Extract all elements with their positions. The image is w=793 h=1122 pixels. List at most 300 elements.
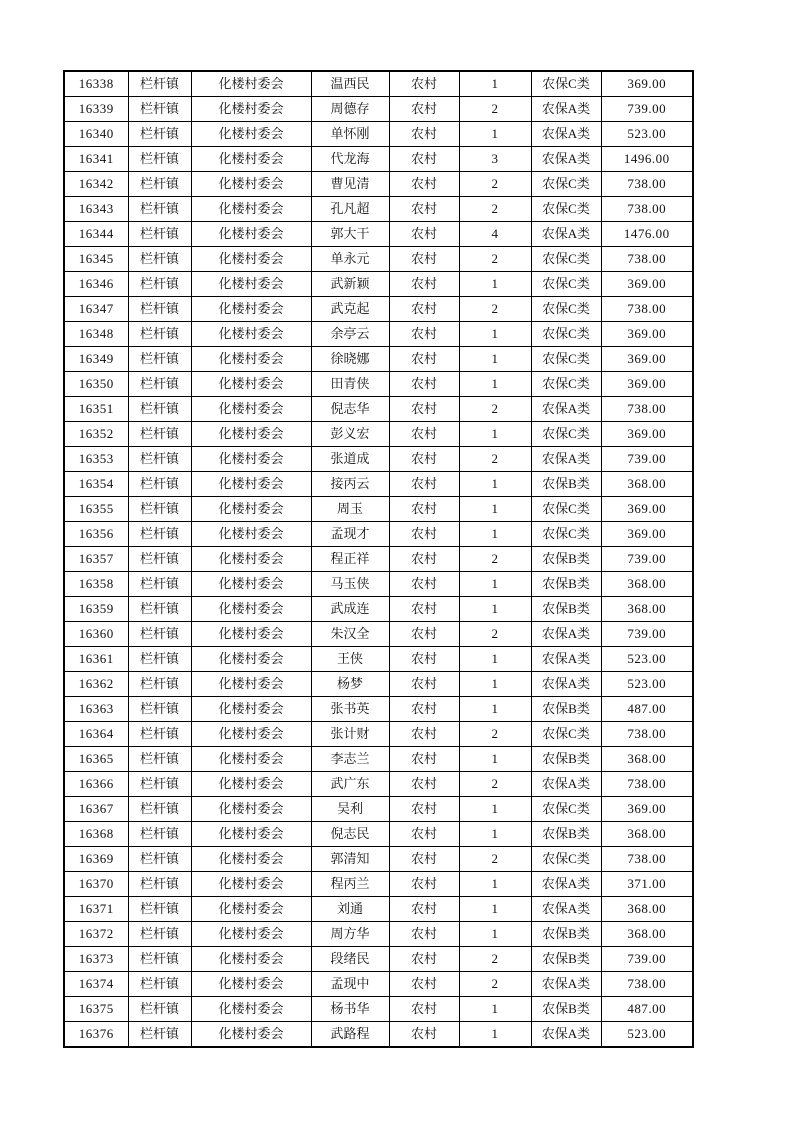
cell-town: 栏杆镇: [128, 822, 191, 847]
cell-insurance-class: 农保C类: [531, 172, 601, 197]
cell-town: 栏杆镇: [128, 797, 191, 822]
cell-village-committee: 化楼村委会: [191, 622, 311, 647]
cell-serial-number: 16360: [64, 622, 128, 647]
cell-amount: 739.00: [601, 947, 693, 972]
cell-residence-type: 农村: [389, 122, 459, 147]
cell-town: 栏杆镇: [128, 222, 191, 247]
cell-serial-number: 16345: [64, 247, 128, 272]
cell-person-name: 武新颖: [311, 272, 389, 297]
cell-village-committee: 化楼村委会: [191, 972, 311, 997]
cell-amount: 368.00: [601, 472, 693, 497]
cell-person-count: 1: [459, 597, 531, 622]
cell-person-count: 1: [459, 897, 531, 922]
cell-village-committee: 化楼村委会: [191, 847, 311, 872]
cell-residence-type: 农村: [389, 1022, 459, 1048]
cell-person-name: 武路程: [311, 1022, 389, 1048]
cell-amount: 739.00: [601, 447, 693, 472]
cell-serial-number: 16366: [64, 772, 128, 797]
cell-amount: 368.00: [601, 747, 693, 772]
cell-village-committee: 化楼村委会: [191, 772, 311, 797]
cell-person-count: 1: [459, 922, 531, 947]
table-row: [64, 622, 693, 647]
cell-serial-number: 16376: [64, 1022, 128, 1048]
cell-amount: 523.00: [601, 122, 693, 147]
cell-village-committee: 化楼村委会: [191, 547, 311, 572]
cell-person-name: 程丙兰: [311, 872, 389, 897]
cell-amount: 738.00: [601, 397, 693, 422]
cell-village-committee: 化楼村委会: [191, 697, 311, 722]
cell-person-name: 郭大干: [311, 222, 389, 247]
cell-residence-type: 农村: [389, 747, 459, 772]
cell-person-count: 1: [459, 797, 531, 822]
table-row: [64, 672, 693, 697]
table-row: [64, 747, 693, 772]
cell-village-committee: 化楼村委会: [191, 747, 311, 772]
cell-residence-type: 农村: [389, 822, 459, 847]
cell-person-name: 周方华: [311, 922, 389, 947]
cell-village-committee: 化楼村委会: [191, 372, 311, 397]
cell-insurance-class: 农保C类: [531, 322, 601, 347]
cell-person-name: 朱汉全: [311, 622, 389, 647]
cell-insurance-class: 农保C类: [531, 272, 601, 297]
cell-person-name: 吴利: [311, 797, 389, 822]
cell-serial-number: 16340: [64, 122, 128, 147]
cell-person-count: 2: [459, 847, 531, 872]
table-row: [64, 997, 693, 1022]
cell-town: 栏杆镇: [128, 372, 191, 397]
cell-serial-number: 16356: [64, 522, 128, 547]
cell-town: 栏杆镇: [128, 147, 191, 172]
cell-town: 栏杆镇: [128, 297, 191, 322]
table-row: [64, 172, 693, 197]
cell-person-count: 1: [459, 747, 531, 772]
cell-person-name: 张计财: [311, 722, 389, 747]
cell-serial-number: 16351: [64, 397, 128, 422]
cell-insurance-class: 农保C类: [531, 522, 601, 547]
cell-town: 栏杆镇: [128, 847, 191, 872]
cell-insurance-class: 农保B类: [531, 597, 601, 622]
table-body: [64, 71, 693, 1047]
cell-person-name: 倪志民: [311, 822, 389, 847]
cell-residence-type: 农村: [389, 697, 459, 722]
cell-person-count: 1: [459, 322, 531, 347]
cell-serial-number: 16357: [64, 547, 128, 572]
cell-insurance-class: 农保A类: [531, 1022, 601, 1048]
cell-residence-type: 农村: [389, 947, 459, 972]
cell-amount: 738.00: [601, 972, 693, 997]
cell-amount: 371.00: [601, 872, 693, 897]
cell-amount: 487.00: [601, 997, 693, 1022]
cell-town: 栏杆镇: [128, 272, 191, 297]
cell-residence-type: 农村: [389, 297, 459, 322]
cell-village-committee: 化楼村委会: [191, 97, 311, 122]
cell-person-name: 马玉侠: [311, 572, 389, 597]
cell-insurance-class: 农保C类: [531, 297, 601, 322]
cell-serial-number: 16350: [64, 372, 128, 397]
cell-amount: 738.00: [601, 197, 693, 222]
cell-insurance-class: 农保A类: [531, 772, 601, 797]
cell-person-name: 孔凡超: [311, 197, 389, 222]
cell-town: 栏杆镇: [128, 247, 191, 272]
cell-village-committee: 化楼村委会: [191, 722, 311, 747]
table-row: [64, 497, 693, 522]
cell-insurance-class: 农保B类: [531, 922, 601, 947]
table-row: [64, 522, 693, 547]
cell-person-count: 1: [459, 647, 531, 672]
cell-amount: 368.00: [601, 572, 693, 597]
cell-town: 栏杆镇: [128, 972, 191, 997]
cell-person-name: 杨书华: [311, 997, 389, 1022]
cell-village-committee: 化楼村委会: [191, 422, 311, 447]
cell-town: 栏杆镇: [128, 122, 191, 147]
cell-village-committee: 化楼村委会: [191, 147, 311, 172]
cell-person-count: 2: [459, 397, 531, 422]
cell-serial-number: 16372: [64, 922, 128, 947]
table-row: [64, 122, 693, 147]
cell-person-count: 1: [459, 122, 531, 147]
cell-insurance-class: 农保A类: [531, 397, 601, 422]
cell-town: 栏杆镇: [128, 97, 191, 122]
cell-town: 栏杆镇: [128, 897, 191, 922]
cell-town: 栏杆镇: [128, 947, 191, 972]
cell-person-name: 杨梦: [311, 672, 389, 697]
cell-serial-number: 16367: [64, 797, 128, 822]
cell-insurance-class: 农保A类: [531, 672, 601, 697]
cell-insurance-class: 农保A类: [531, 147, 601, 172]
cell-insurance-class: 农保B类: [531, 697, 601, 722]
cell-amount: 369.00: [601, 422, 693, 447]
cell-person-count: 1: [459, 272, 531, 297]
table-row: [64, 272, 693, 297]
cell-residence-type: 农村: [389, 622, 459, 647]
cell-serial-number: 16369: [64, 847, 128, 872]
cell-serial-number: 16363: [64, 697, 128, 722]
cell-person-name: 倪志华: [311, 397, 389, 422]
table-row: [64, 1022, 693, 1048]
cell-town: 栏杆镇: [128, 422, 191, 447]
cell-serial-number: 16341: [64, 147, 128, 172]
cell-village-committee: 化楼村委会: [191, 647, 311, 672]
cell-town: 栏杆镇: [128, 672, 191, 697]
cell-town: 栏杆镇: [128, 697, 191, 722]
cell-town: 栏杆镇: [128, 497, 191, 522]
cell-person-count: 1: [459, 697, 531, 722]
cell-amount: 369.00: [601, 71, 693, 97]
cell-insurance-class: 农保A类: [531, 872, 601, 897]
cell-insurance-class: 农保B类: [531, 547, 601, 572]
cell-person-count: 1: [459, 822, 531, 847]
cell-amount: 368.00: [601, 922, 693, 947]
cell-insurance-class: 农保C类: [531, 722, 601, 747]
cell-serial-number: 16358: [64, 572, 128, 597]
table-row: [64, 972, 693, 997]
table-row: [64, 597, 693, 622]
cell-residence-type: 农村: [389, 322, 459, 347]
cell-residence-type: 农村: [389, 372, 459, 397]
cell-serial-number: 16368: [64, 822, 128, 847]
cell-serial-number: 16370: [64, 872, 128, 897]
cell-person-count: 1: [459, 422, 531, 447]
cell-town: 栏杆镇: [128, 71, 191, 97]
cell-village-committee: 化楼村委会: [191, 497, 311, 522]
cell-serial-number: 16349: [64, 347, 128, 372]
cell-person-count: 1: [459, 497, 531, 522]
cell-person-name: 周德存: [311, 97, 389, 122]
cell-person-count: 2: [459, 547, 531, 572]
table-row: [64, 647, 693, 672]
cell-person-name: 武广东: [311, 772, 389, 797]
cell-amount: 738.00: [601, 172, 693, 197]
cell-amount: 739.00: [601, 622, 693, 647]
cell-person-name: 孟现中: [311, 972, 389, 997]
cell-insurance-class: 农保A类: [531, 647, 601, 672]
table-row: [64, 872, 693, 897]
cell-serial-number: 16348: [64, 322, 128, 347]
cell-amount: 369.00: [601, 272, 693, 297]
cell-person-name: 程正祥: [311, 547, 389, 572]
cell-residence-type: 农村: [389, 397, 459, 422]
cell-person-name: 张书英: [311, 697, 389, 722]
cell-serial-number: 16361: [64, 647, 128, 672]
cell-serial-number: 16362: [64, 672, 128, 697]
cell-serial-number: 16365: [64, 747, 128, 772]
table-row: [64, 822, 693, 847]
cell-village-committee: 化楼村委会: [191, 71, 311, 97]
cell-person-count: 1: [459, 347, 531, 372]
cell-person-name: 李志兰: [311, 747, 389, 772]
cell-serial-number: 16353: [64, 447, 128, 472]
cell-person-count: 2: [459, 972, 531, 997]
cell-serial-number: 16344: [64, 222, 128, 247]
cell-person-name: 孟现才: [311, 522, 389, 547]
cell-residence-type: 农村: [389, 772, 459, 797]
cell-serial-number: 16359: [64, 597, 128, 622]
cell-person-count: 2: [459, 447, 531, 472]
cell-town: 栏杆镇: [128, 447, 191, 472]
cell-village-committee: 化楼村委会: [191, 172, 311, 197]
cell-person-name: 武克起: [311, 297, 389, 322]
cell-person-name: 余亭云: [311, 322, 389, 347]
cell-insurance-class: 农保B类: [531, 472, 601, 497]
cell-amount: 739.00: [601, 97, 693, 122]
cell-village-committee: 化楼村委会: [191, 297, 311, 322]
cell-amount: 523.00: [601, 1022, 693, 1048]
cell-town: 栏杆镇: [128, 572, 191, 597]
cell-village-committee: 化楼村委会: [191, 222, 311, 247]
cell-residence-type: 农村: [389, 972, 459, 997]
cell-person-name: 段绪民: [311, 947, 389, 972]
cell-serial-number: 16371: [64, 897, 128, 922]
cell-serial-number: 16338: [64, 71, 128, 97]
cell-village-committee: 化楼村委会: [191, 997, 311, 1022]
table-row: [64, 397, 693, 422]
cell-residence-type: 农村: [389, 172, 459, 197]
cell-amount: 369.00: [601, 372, 693, 397]
table-row: [64, 147, 693, 172]
cell-village-committee: 化楼村委会: [191, 872, 311, 897]
cell-amount: 369.00: [601, 347, 693, 372]
cell-amount: 368.00: [601, 822, 693, 847]
cell-town: 栏杆镇: [128, 347, 191, 372]
cell-serial-number: 16352: [64, 422, 128, 447]
cell-residence-type: 农村: [389, 572, 459, 597]
cell-village-committee: 化楼村委会: [191, 522, 311, 547]
table-row: [64, 447, 693, 472]
cell-amount: 738.00: [601, 772, 693, 797]
cell-residence-type: 农村: [389, 547, 459, 572]
cell-person-count: 3: [459, 147, 531, 172]
cell-amount: 369.00: [601, 522, 693, 547]
cell-person-name: 彭义宏: [311, 422, 389, 447]
cell-person-count: 2: [459, 197, 531, 222]
cell-amount: 523.00: [601, 647, 693, 672]
cell-residence-type: 农村: [389, 722, 459, 747]
cell-village-committee: 化楼村委会: [191, 122, 311, 147]
cell-village-committee: 化楼村委会: [191, 822, 311, 847]
cell-town: 栏杆镇: [128, 472, 191, 497]
cell-residence-type: 农村: [389, 422, 459, 447]
cell-person-count: 4: [459, 222, 531, 247]
cell-village-committee: 化楼村委会: [191, 447, 311, 472]
cell-insurance-class: 农保A类: [531, 447, 601, 472]
cell-person-name: 温西民: [311, 71, 389, 97]
cell-person-count: 2: [459, 172, 531, 197]
cell-town: 栏杆镇: [128, 747, 191, 772]
table-row: [64, 922, 693, 947]
cell-person-count: 2: [459, 622, 531, 647]
cell-town: 栏杆镇: [128, 322, 191, 347]
table-row: [64, 897, 693, 922]
cell-insurance-class: 农保B类: [531, 747, 601, 772]
cell-residence-type: 农村: [389, 897, 459, 922]
cell-village-committee: 化楼村委会: [191, 272, 311, 297]
cell-village-committee: 化楼村委会: [191, 947, 311, 972]
cell-person-count: 1: [459, 872, 531, 897]
cell-person-name: 田青侠: [311, 372, 389, 397]
table-row: [64, 297, 693, 322]
table-row: [64, 322, 693, 347]
table-row: [64, 422, 693, 447]
cell-residence-type: 农村: [389, 997, 459, 1022]
cell-serial-number: 16364: [64, 722, 128, 747]
table-row: [64, 71, 693, 97]
cell-serial-number: 16342: [64, 172, 128, 197]
cell-town: 栏杆镇: [128, 922, 191, 947]
cell-insurance-class: 农保C类: [531, 497, 601, 522]
cell-person-count: 1: [459, 997, 531, 1022]
cell-serial-number: 16374: [64, 972, 128, 997]
cell-amount: 739.00: [601, 547, 693, 572]
cell-village-committee: 化楼村委会: [191, 197, 311, 222]
cell-serial-number: 16373: [64, 947, 128, 972]
cell-serial-number: 16355: [64, 497, 128, 522]
cell-town: 栏杆镇: [128, 197, 191, 222]
table-row: [64, 372, 693, 397]
cell-town: 栏杆镇: [128, 647, 191, 672]
table-row: [64, 247, 693, 272]
cell-residence-type: 农村: [389, 472, 459, 497]
cell-village-committee: 化楼村委会: [191, 922, 311, 947]
cell-amount: 487.00: [601, 697, 693, 722]
table-row: [64, 472, 693, 497]
cell-village-committee: 化楼村委会: [191, 897, 311, 922]
cell-person-count: 1: [459, 1022, 531, 1048]
cell-amount: 369.00: [601, 797, 693, 822]
cell-town: 栏杆镇: [128, 622, 191, 647]
table-row: [64, 347, 693, 372]
cell-person-name: 郭清知: [311, 847, 389, 872]
table-row: [64, 97, 693, 122]
cell-serial-number: 16375: [64, 997, 128, 1022]
cell-person-name: 单永元: [311, 247, 389, 272]
cell-person-name: 单怀刚: [311, 122, 389, 147]
cell-serial-number: 16346: [64, 272, 128, 297]
cell-insurance-class: 农保B类: [531, 822, 601, 847]
cell-insurance-class: 农保C类: [531, 847, 601, 872]
cell-town: 栏杆镇: [128, 997, 191, 1022]
cell-insurance-class: 农保C类: [531, 71, 601, 97]
table-row: [64, 697, 693, 722]
cell-town: 栏杆镇: [128, 722, 191, 747]
cell-amount: 738.00: [601, 247, 693, 272]
cell-person-name: 王侠: [311, 647, 389, 672]
table-row: [64, 847, 693, 872]
table-row: [64, 722, 693, 747]
cell-insurance-class: 农保B类: [531, 947, 601, 972]
cell-insurance-class: 农保C类: [531, 372, 601, 397]
cell-residence-type: 农村: [389, 71, 459, 97]
cell-person-count: 2: [459, 297, 531, 322]
cell-person-name: 接丙云: [311, 472, 389, 497]
cell-village-committee: 化楼村委会: [191, 322, 311, 347]
cell-residence-type: 农村: [389, 922, 459, 947]
cell-insurance-class: 农保A类: [531, 222, 601, 247]
table-row: [64, 947, 693, 972]
cell-amount: 1496.00: [601, 147, 693, 172]
cell-insurance-class: 农保B类: [531, 572, 601, 597]
cell-residence-type: 农村: [389, 197, 459, 222]
cell-residence-type: 农村: [389, 97, 459, 122]
table-row: [64, 197, 693, 222]
cell-town: 栏杆镇: [128, 872, 191, 897]
cell-serial-number: 16354: [64, 472, 128, 497]
cell-town: 栏杆镇: [128, 1022, 191, 1048]
cell-insurance-class: 农保A类: [531, 897, 601, 922]
cell-person-name: 张道成: [311, 447, 389, 472]
cell-person-name: 代龙海: [311, 147, 389, 172]
cell-residence-type: 农村: [389, 147, 459, 172]
cell-residence-type: 农村: [389, 247, 459, 272]
cell-residence-type: 农村: [389, 647, 459, 672]
cell-town: 栏杆镇: [128, 547, 191, 572]
cell-person-name: 曹见清: [311, 172, 389, 197]
cell-insurance-class: 农保A类: [531, 972, 601, 997]
cell-person-count: 2: [459, 722, 531, 747]
cell-amount: 738.00: [601, 847, 693, 872]
cell-person-count: 1: [459, 372, 531, 397]
cell-person-count: 1: [459, 472, 531, 497]
cell-amount: 368.00: [601, 597, 693, 622]
cell-person-count: 1: [459, 572, 531, 597]
cell-residence-type: 农村: [389, 272, 459, 297]
cell-person-count: 2: [459, 772, 531, 797]
cell-town: 栏杆镇: [128, 772, 191, 797]
cell-town: 栏杆镇: [128, 522, 191, 547]
cell-person-name: 周玉: [311, 497, 389, 522]
cell-insurance-class: 农保B类: [531, 997, 601, 1022]
cell-insurance-class: 农保C类: [531, 247, 601, 272]
cell-amount: 738.00: [601, 297, 693, 322]
